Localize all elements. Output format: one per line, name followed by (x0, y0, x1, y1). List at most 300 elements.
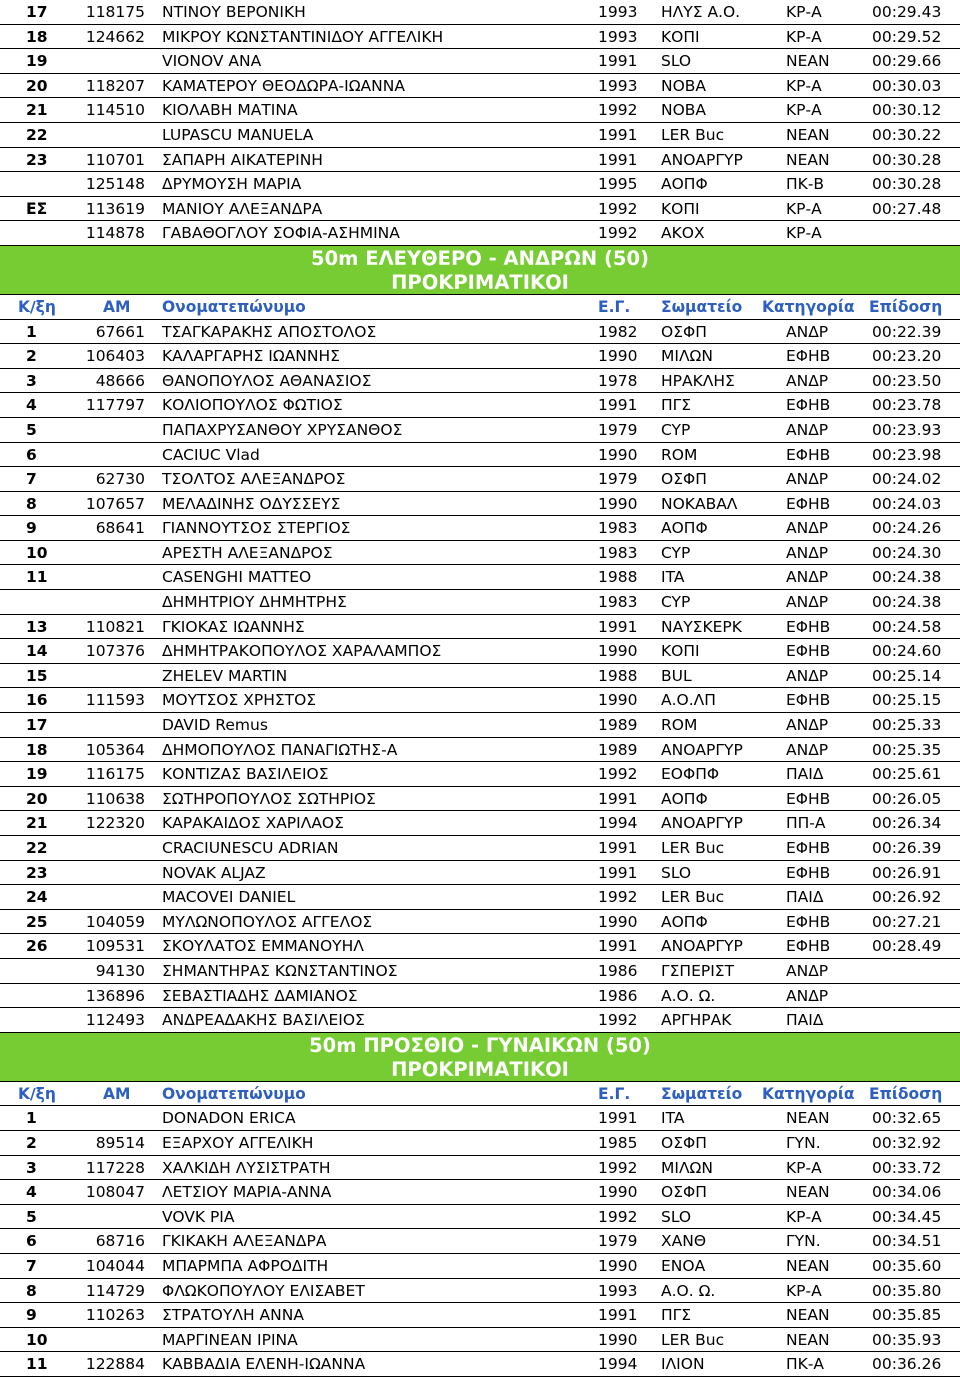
time-cell: 00:26.39 (872, 839, 942, 857)
header-name: Ονοματεπώνυμο (162, 1084, 306, 1103)
year-cell: 1992 (598, 765, 638, 784)
time-cell: 00:23.50 (872, 371, 942, 390)
table-row (0, 664, 960, 689)
club-cell: LER Buc (661, 888, 725, 907)
category-cell: ΝΕΑΝ (786, 1330, 830, 1349)
year-cell: 1979 (598, 470, 638, 489)
category-cell: ΕΦΗΒ (786, 937, 831, 956)
am-cell: 117228 (85, 1158, 145, 1177)
rank-cell: 3 (26, 1158, 37, 1177)
name-cell: ΣΚΟΥΛΑΤΟΣ ΕΜΜΑΝΟΥΗΛ (162, 937, 364, 956)
time-cell: 00:35.60 (872, 1256, 942, 1275)
year-cell: 1978 (598, 371, 638, 390)
category-cell: ΑΝΔΡ (786, 543, 829, 562)
rank-cell: 13 (26, 617, 48, 636)
name-cell: ΕΞΑΡΧΟΥ ΑΓΓΕΛΙΚΗ (162, 1133, 314, 1152)
time-cell: 00:27.21 (872, 912, 942, 931)
year-cell: 1991 (598, 150, 638, 169)
table-row (0, 221, 960, 246)
header-rank: Κ/ξη (18, 297, 56, 316)
table-row (0, 1279, 960, 1304)
time-cell: 00:25.61 (872, 765, 942, 784)
club-cell: ΜΙΛΩΝ (661, 1158, 713, 1177)
am-cell: 111593 (85, 691, 145, 710)
table-row (0, 1229, 960, 1254)
year-cell: 1992 (598, 1207, 638, 1226)
club-cell: SLO (661, 52, 692, 71)
name-cell: ΔΗΜΟΠΟΥΛΟΣ ΠΑΝΑΓΙΩΤΗΣ-Α (162, 740, 398, 759)
name-cell: ΣΤΡΑΤΟΥΛΗ ΑΝΝΑ (162, 1306, 304, 1325)
year-cell: 1990 (598, 912, 638, 931)
time-cell: 00:24.26 (872, 519, 942, 538)
name-cell: CASENGHI MATTEO (162, 568, 312, 587)
time-cell: 00:29.66 (872, 52, 942, 71)
category-cell: ΠΚ-Β (786, 175, 825, 194)
table-row (0, 443, 960, 468)
table-row (0, 688, 960, 713)
time-cell: 00:23.93 (872, 420, 942, 439)
am-cell: 113619 (85, 199, 145, 218)
table-row (0, 861, 960, 886)
am-cell: 89514 (95, 1133, 145, 1152)
table-row (0, 541, 960, 566)
club-cell: CYP (661, 593, 691, 612)
name-cell: ΜΑΝΙΟΥ ΑΛΕΞΑΝΔΡΑ (162, 199, 323, 218)
table-row (0, 344, 960, 369)
club-cell: ΑΟΠΦ (661, 912, 708, 931)
am-cell: 94130 (95, 961, 145, 980)
category-cell: ΕΦΗΒ (786, 347, 831, 366)
club-cell: CYP (661, 543, 691, 562)
rank-cell: 19 (26, 765, 48, 784)
category-cell: ΑΝΔΡ (786, 371, 829, 390)
am-cell: 124662 (85, 27, 145, 46)
time-cell: 00:30.12 (872, 101, 942, 120)
club-cell: ΝΟΚΑΒΑΛ (661, 494, 738, 513)
category-cell: ΚΡ-Α (786, 101, 822, 120)
year-cell: 1991 (598, 1109, 638, 1128)
name-cell: ΣΕΒΑΣΤΙΑΔΗΣ ΔΑΜΙΑΝΟΣ (162, 986, 358, 1005)
category-cell: ΝΕΑΝ (786, 1109, 830, 1128)
header-rank: Κ/ξη (18, 1084, 56, 1103)
year-cell: 1985 (598, 1133, 638, 1152)
rank-cell: 8 (26, 494, 37, 513)
table-row (0, 172, 960, 197)
name-cell: ΜΕΛΑΔΙΝΗΣ ΟΔΥΣΣΕΥΣ (162, 494, 341, 513)
table-row (0, 492, 960, 517)
name-cell: ΚΑΛΑΡΓΑΡΗΣ ΙΩΑΝΝΗΣ (162, 347, 340, 366)
club-cell: LER Buc (661, 125, 725, 144)
time-cell: 00:25.35 (872, 740, 942, 759)
club-cell: ROM (661, 445, 698, 464)
table-row (0, 811, 960, 836)
rank-cell: 20 (26, 76, 48, 95)
club-cell: ΚΟΠΙ (661, 27, 700, 46)
table-row (0, 1328, 960, 1353)
club-cell: ΑΟΠΦ (661, 175, 708, 194)
category-cell: ΝΕΑΝ (786, 52, 830, 71)
name-cell: VIONOV ANA (162, 52, 262, 71)
name-cell: ΤΣΟΛΤΟΣ ΑΛΕΞΑΝΔΡΟΣ (162, 470, 346, 489)
year-cell: 1990 (598, 347, 638, 366)
table-row (0, 1156, 960, 1181)
table-row (0, 738, 960, 763)
club-cell: ITA (661, 568, 685, 587)
table-row (0, 1131, 960, 1156)
club-cell: SLO (661, 863, 692, 882)
am-cell: 122320 (85, 814, 145, 833)
am-cell: 112493 (85, 1011, 145, 1030)
time-cell: 00:35.80 (872, 1281, 942, 1300)
category-cell: ΕΦΗΒ (786, 912, 831, 931)
year-cell: 1989 (598, 740, 638, 759)
rank-cell: 11 (26, 568, 48, 587)
year-cell: 1992 (598, 199, 638, 218)
club-cell: SLO (661, 1207, 692, 1226)
am-cell: 110263 (85, 1306, 145, 1325)
am-cell: 67661 (95, 322, 145, 341)
rank-cell: 21 (26, 814, 48, 833)
year-cell: 1993 (598, 27, 638, 46)
category-cell: ΑΝΔΡ (786, 740, 829, 759)
name-cell: ΛΕΤΣΙΟΥ ΜΑΡΙΑ-ΑΝΝΑ (162, 1183, 332, 1202)
name-cell: ΠΑΠΑΧΡΥΣΑΝΘΟΥ ΧΡΥΣΑΝΘΟΣ (162, 420, 403, 439)
rank-cell: 5 (26, 420, 37, 439)
club-cell: ROM (661, 716, 698, 735)
year-cell: 1979 (598, 1232, 638, 1251)
category-cell: ΝΕΑΝ (786, 1183, 830, 1202)
name-cell: ΧΑΛΚΙΔΗ ΛΥΣΙΣΤΡΑΤΗ (162, 1158, 331, 1177)
club-cell: ΠΓΣ (661, 1306, 692, 1325)
am-cell: 105364 (85, 740, 145, 759)
time-cell: 00:30.03 (872, 76, 942, 95)
club-cell: ΜΙΛΩΝ (661, 347, 713, 366)
name-cell: ΤΣΑΓΚΑΡΑΚΗΣ ΑΠΟΣΤΟΛΟΣ (162, 322, 377, 341)
category-cell: ΑΝΔΡ (786, 986, 829, 1005)
event-subtitle: ΠΡΟΚΡΙΜΑΤΙΚΟΙ (391, 270, 569, 294)
header-am: ΑΜ (103, 1084, 131, 1103)
rank-cell: 25 (26, 912, 48, 931)
am-cell: 104059 (85, 912, 145, 931)
time-cell: 00:26.05 (872, 789, 942, 808)
name-cell: ΓΑΒΑΘΟΓΛΟΥ ΣΟΦΙΑ-ΑΣΗΜΙΝΑ (162, 224, 400, 243)
name-cell: ΓΙΑΝΝΟΥΤΣΟΣ ΣΤΕΡΓΙΟΣ (162, 519, 351, 538)
name-cell: ΣΗΜΑΝΤΗΡΑΣ ΚΩΝΣΤΑΝΤΙΝΟΣ (162, 961, 398, 980)
year-cell: 1979 (598, 420, 638, 439)
column-header-row (0, 295, 960, 320)
header-category: Κατηγορία (762, 1084, 855, 1103)
year-cell: 1990 (598, 1330, 638, 1349)
time-cell: 00:36.26 (872, 1355, 942, 1374)
am-cell: 107657 (85, 494, 145, 513)
table-row (0, 1008, 960, 1033)
category-cell: ΚΡ-Α (786, 76, 822, 95)
category-cell: ΑΝΔΡ (786, 322, 829, 341)
category-cell: ΕΦΗΒ (786, 642, 831, 661)
category-cell: ΚΡ-Α (786, 3, 822, 21)
year-cell: 1992 (598, 101, 638, 120)
category-cell: ΚΡ-Α (786, 199, 822, 218)
club-cell: ΝΟΒΑ (661, 101, 707, 120)
year-cell: 1991 (598, 937, 638, 956)
name-cell: MACOVEI DANIEL (162, 888, 296, 907)
name-cell: ΜΟΥΤΣΟΣ ΧΡΗΣΤΟΣ (162, 691, 317, 710)
club-cell: ΟΣΦΠ (661, 1183, 707, 1202)
category-cell: ΑΝΔΡ (786, 519, 829, 538)
club-cell: Α.Ο. Ω. (661, 986, 716, 1005)
name-cell: ΜΑΡΓΙΝΕΑΝ ΙΡΙΝΑ (162, 1330, 298, 1349)
rank-cell: 20 (26, 789, 48, 808)
club-cell: ΑΝΟΑΡΓΥΡ (661, 150, 743, 169)
column-header-row (0, 1082, 960, 1107)
name-cell: ΣΑΠΑΡΗ ΑΙΚΑΤΕΡΙΝΗ (162, 150, 323, 169)
club-cell: LER Buc (661, 1330, 725, 1349)
club-cell: ΕΟΦΠΦ (661, 765, 720, 784)
year-cell: 1993 (598, 3, 638, 21)
name-cell: ΓΚΙΟΚΑΣ ΙΩΑΝΝΗΣ (162, 617, 305, 636)
am-cell: 110638 (85, 789, 145, 808)
club-cell: ΑΝΟΑΡΓΥΡ (661, 814, 743, 833)
time-cell: 00:24.02 (872, 470, 942, 489)
table-row (0, 836, 960, 861)
table-row (0, 49, 960, 74)
rank-cell: 17 (26, 716, 48, 735)
time-cell: 00:27.48 (872, 199, 942, 218)
club-cell: CYP (661, 420, 691, 439)
name-cell: ΔΗΜΗΤΡΙΟΥ ΔΗΜΗΤΡΗΣ (162, 593, 347, 612)
rank-cell: ΕΣ (26, 199, 48, 218)
table-row (0, 369, 960, 394)
time-cell: 00:24.30 (872, 543, 942, 562)
year-cell: 1983 (598, 543, 638, 562)
club-cell: ΗΛΥΣ Α.Ο. (661, 3, 741, 21)
am-cell: 68716 (95, 1232, 145, 1251)
am-cell: 110821 (85, 617, 145, 636)
table-row (0, 713, 960, 738)
category-cell: ΝΕΑΝ (786, 150, 830, 169)
category-cell: ΕΦΗΒ (786, 396, 831, 415)
table-row (0, 0, 960, 25)
category-cell: ΚΡ-Α (786, 224, 822, 243)
rank-cell: 9 (26, 519, 37, 538)
am-cell: 62730 (95, 470, 145, 489)
club-cell: ΓΣΠΕΡΙΣΤ (661, 961, 735, 980)
rank-cell: 23 (26, 150, 48, 169)
rank-cell: 4 (26, 1183, 37, 1202)
year-cell: 1989 (598, 716, 638, 735)
event-title-block (0, 246, 960, 295)
time-cell: 00:25.14 (872, 666, 942, 685)
name-cell: ΝΤΙΝΟΥ ΒΕΡΟΝΙΚΗ (162, 3, 306, 21)
category-cell: ΝΕΑΝ (786, 1256, 830, 1275)
name-cell: DONADON ERICA (162, 1109, 296, 1128)
club-cell: ΙΛΙΟΝ (661, 1355, 705, 1374)
category-cell: ΓΥΝ. (786, 1232, 821, 1251)
club-cell: ΚΟΠΙ (661, 642, 700, 661)
header-year: Ε.Γ. (598, 1084, 631, 1103)
table-row (0, 197, 960, 222)
year-cell: 1995 (598, 175, 638, 194)
am-cell: 118175 (85, 3, 145, 21)
table-row (0, 615, 960, 640)
name-cell: ΜΥΛΩΝΟΠΟΥΛΟΣ ΑΓΓΕΛΟΣ (162, 912, 373, 931)
name-cell: CRACIUNESCU ADRIAN (162, 839, 339, 857)
header-club: Σωματείο (661, 297, 743, 316)
header-name: Ονοματεπώνυμο (162, 297, 306, 316)
year-cell: 1990 (598, 1256, 638, 1275)
year-cell: 1992 (598, 1158, 638, 1177)
category-cell: ΑΝΔΡ (786, 420, 829, 439)
time-cell: 00:22.39 (872, 322, 942, 341)
category-cell: ΚΡ-Α (786, 1207, 822, 1226)
am-cell: 48666 (95, 371, 145, 390)
category-cell: ΚΡ-Α (786, 27, 822, 46)
time-cell: 00:34.51 (872, 1232, 942, 1251)
rank-cell: 1 (26, 1109, 37, 1128)
table-row (0, 1303, 960, 1328)
am-cell: 118207 (85, 76, 145, 95)
am-cell: 106403 (85, 347, 145, 366)
category-cell: ΚΡ-Α (786, 1158, 822, 1177)
time-cell: 00:23.98 (872, 445, 942, 464)
time-cell: 00:30.28 (872, 150, 942, 169)
am-cell: 107376 (85, 642, 145, 661)
category-cell: ΠΚ-Α (786, 1355, 825, 1374)
name-cell: ΑΝΔΡΕΑΔΑΚΗΣ ΒΑΣΙΛΕΙΟΣ (162, 1011, 365, 1030)
category-cell: ΚΡ-Α (786, 1281, 822, 1300)
name-cell: ΚΙΟΛΑΒΗ ΜΑΤΙΝΑ (162, 101, 298, 120)
year-cell: 1991 (598, 789, 638, 808)
time-cell: 00:34.06 (872, 1183, 942, 1202)
rank-cell: 7 (26, 470, 37, 489)
time-cell: 00:35.93 (872, 1330, 942, 1349)
event-title: 50m ΕΛΕΥΘΕΡΟ - ΑΝΔΡΩΝ (50) (311, 246, 649, 270)
time-cell: 00:32.92 (872, 1133, 942, 1152)
name-cell: VOVK PIA (162, 1207, 235, 1226)
name-cell: ΦΛΩΚΟΠΟΥΛΟΥ ΕΛΙΣΑΒΕΤ (162, 1281, 365, 1300)
rank-cell: 15 (26, 666, 48, 685)
rank-cell: 18 (26, 27, 48, 46)
club-cell: ΕΝΟΑ (661, 1256, 706, 1275)
category-cell: ΑΝΔΡ (786, 593, 829, 612)
table-row (0, 148, 960, 173)
club-cell: ΠΓΣ (661, 396, 692, 415)
header-am: ΑΜ (103, 297, 131, 316)
year-cell: 1983 (598, 519, 638, 538)
year-cell: 1990 (598, 691, 638, 710)
club-cell: ΝΟΒΑ (661, 76, 707, 95)
table-row (0, 467, 960, 492)
time-cell: 00:30.28 (872, 175, 942, 194)
club-cell: ΧΑΝΘ (661, 1232, 707, 1251)
name-cell: ΓΚΙΚΑΚΗ ΑΛΕΞΑΝΔΡΑ (162, 1232, 327, 1251)
category-cell: ΝΕΑΝ (786, 125, 830, 144)
year-cell: 1988 (598, 666, 638, 685)
table-row (0, 320, 960, 345)
name-cell: ΜΠΑΡΜΠΑ ΑΦΡΟΔΙΤΗ (162, 1256, 329, 1275)
table-row (0, 910, 960, 935)
rank-cell: 14 (26, 642, 48, 661)
table-row (0, 418, 960, 443)
table-row (0, 123, 960, 148)
year-cell: 1988 (598, 568, 638, 587)
year-cell: 1986 (598, 961, 638, 980)
year-cell: 1991 (598, 863, 638, 882)
year-cell: 1991 (598, 125, 638, 144)
table-row (0, 25, 960, 50)
year-cell: 1983 (598, 593, 638, 612)
year-cell: 1986 (598, 986, 638, 1005)
year-cell: 1991 (598, 396, 638, 415)
year-cell: 1991 (598, 1306, 638, 1325)
rank-cell: 23 (26, 863, 48, 882)
time-cell: 00:26.91 (872, 863, 942, 882)
results-section (0, 246, 960, 1033)
header-time: Επίδοση (869, 297, 943, 316)
club-cell: Α.Ο.ΛΠ (661, 691, 716, 710)
name-cell: CACIUC Vlad (162, 445, 260, 464)
year-cell: 1992 (598, 1011, 638, 1030)
club-cell: ΗΡΑΚΛΗΣ (661, 371, 735, 390)
header-year: Ε.Γ. (598, 297, 631, 316)
header-club: Σωματείο (661, 1084, 743, 1103)
club-cell: ΑΟΠΦ (661, 789, 708, 808)
name-cell: ΣΩΤΗΡΟΠΟΥΛΟΣ ΣΩΤΗΡΙΟΣ (162, 789, 376, 808)
name-cell: ΜΙΚΡΟΥ ΚΩΝΣΤΑΝΤΙΝΙΔΟΥ ΑΓΓΕΛΙΚΗ (162, 27, 444, 46)
rank-cell: 4 (26, 396, 37, 415)
am-cell: 104044 (85, 1256, 145, 1275)
event-subtitle: ΠΡΟΚΡΙΜΑΤΙΚΟΙ (391, 1057, 569, 1081)
event-title-block (0, 1033, 960, 1082)
rank-cell: 3 (26, 371, 37, 390)
rank-cell: 8 (26, 1281, 37, 1300)
year-cell: 1990 (598, 1183, 638, 1202)
rank-cell: 22 (26, 839, 48, 857)
year-cell: 1990 (598, 445, 638, 464)
table-row (0, 885, 960, 910)
rank-cell: 1 (26, 322, 37, 341)
rank-cell: 2 (26, 347, 37, 366)
name-cell: LUPASCU MANUELA (162, 125, 314, 144)
category-cell: ΕΦΗΒ (786, 445, 831, 464)
table-row (0, 639, 960, 664)
category-cell: ΕΦΗΒ (786, 494, 831, 513)
table-row (0, 959, 960, 984)
year-cell: 1990 (598, 642, 638, 661)
am-cell: 114878 (85, 224, 145, 243)
table-row (0, 1254, 960, 1279)
name-cell: ΚΑΜΑΤΕΡΟΥ ΘΕΟΔΩΡΑ-ΙΩΑΝΝΑ (162, 76, 405, 95)
year-cell: 1982 (598, 322, 638, 341)
name-cell: NOVAK ALJAZ (162, 863, 266, 882)
club-cell: ΑΝΟΑΡΓΥΡ (661, 937, 743, 956)
time-cell: 00:32.65 (872, 1109, 942, 1128)
category-cell: ΠΠ-Α (786, 814, 826, 833)
table-row (0, 98, 960, 123)
club-cell: ΟΣΦΠ (661, 470, 707, 489)
club-cell: ΟΣΦΠ (661, 322, 707, 341)
year-cell: 1990 (598, 494, 638, 513)
time-cell: 00:28.49 (872, 937, 942, 956)
rank-cell: 24 (26, 888, 48, 907)
time-cell: 00:24.38 (872, 568, 942, 587)
table-row (0, 565, 960, 590)
rank-cell: 19 (26, 52, 48, 71)
time-cell: 00:25.15 (872, 691, 942, 710)
name-cell: ΚΟΛΙΟΠΟΥΛΟΣ ΦΩΤΙΟΣ (162, 396, 343, 415)
club-cell: ΑΟΠΦ (661, 519, 708, 538)
club-cell: LER Buc (661, 839, 725, 857)
